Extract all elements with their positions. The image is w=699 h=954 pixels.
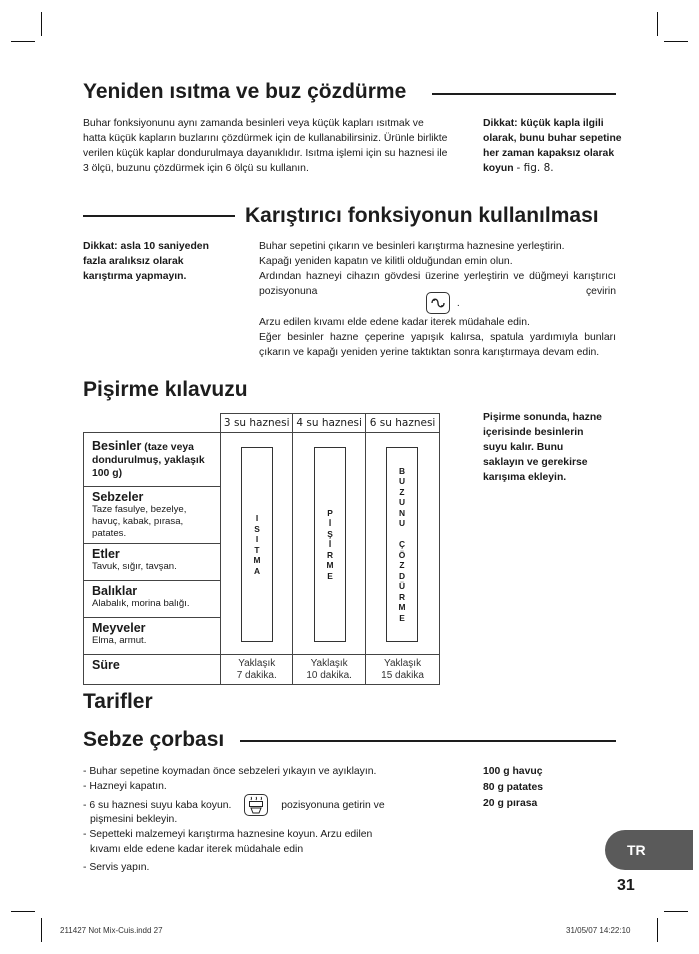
time-cell [366, 655, 440, 685]
crop-mark [664, 41, 688, 42]
vertical-letter [401, 529, 403, 540]
row-title: Süre [92, 658, 120, 672]
heading-recipes: Tarifler [83, 690, 153, 713]
row-label [84, 544, 221, 581]
mixer-step: Ardından hazneyi cihazın gövdesi üzerine yerleştirin ve düğmeyi karıştırıcı pozisyonuna çevirin [259, 271, 616, 297]
mixer-note: Dikkat: asla 10 saniyeden fazla aralıksız olarak karıştırma yapmayın. [83, 241, 209, 282]
reheat-note-text: Dikkat: küçük kapla ilgili olarak, bunu buhar sepetine her zaman kapaksız olarak koyun [483, 118, 622, 174]
vertical-label [399, 466, 406, 624]
ingredient: 80 g patates [483, 782, 544, 793]
vertical-letter: U [398, 497, 406, 508]
vertical-letter: Z [399, 560, 405, 571]
steam-icon [244, 794, 268, 816]
vertical-letter: P [327, 507, 333, 518]
crop-mark [664, 911, 688, 912]
vertical-letter: U [398, 476, 406, 487]
vertical-letter: R [326, 549, 334, 560]
row-title: Meyveler [92, 621, 146, 635]
crop-mark [11, 41, 35, 42]
ingredients-list [483, 764, 603, 812]
recipe-step: - Servis yapın. [83, 862, 150, 873]
vertical-letter: Ş [327, 528, 333, 539]
time-line: Yaklaşık [238, 657, 276, 669]
row-title-suffix: (taze veya dondurulmuş, yaklaşık 100 g) [92, 442, 205, 479]
row-subtitle: Elma, armut. [92, 635, 147, 646]
vertical-label [327, 508, 334, 582]
recipe-step-text: - 6 su haznesi suyu kaba koyun. [83, 799, 232, 811]
crop-mark [657, 918, 658, 942]
recipe-step: pişmesini bekleyin. [90, 814, 178, 825]
row-label [84, 433, 221, 487]
vertical-letter: M [326, 560, 334, 571]
vertical-letter: I [255, 513, 259, 523]
recipe-step: kıvamı elde edene kadar iterek müdahale edin [90, 844, 304, 855]
heading-cooking-guide: Pişirme kılavuzu [83, 378, 248, 401]
mixer-step-period: . [456, 298, 460, 309]
table-header-row [84, 414, 440, 433]
time-line: Yaklaşık [310, 657, 348, 669]
reheat-paragraph: Buhar fonksiyonunu aynı zamanda besinleri veya küçük kapları ısıtmak ve hatta küçük kapların buzlarını çözdürmek için de kullanabilirsiniz. Ürünle birlikte verilen küçük kaplar dondurulmaya dayanıklıdır. Isıtma işlemi için su haznesi ile 3 ölçü, buzunu çözdürmek için 6 ölçü su kullanın. [83, 118, 448, 174]
mixer-step: Eğer besinler hazne çeperine yapışık kalırsa, spatula yardımıyla bunları çıkarın ve kapağı yeniden yerine taktıktan sonra karıştırmaya devam edin. [259, 332, 616, 358]
time-cell [293, 655, 366, 685]
vertical-letter: U [398, 518, 406, 529]
vertical-letter: İ [328, 518, 332, 529]
vertical-letter: Ö [398, 549, 406, 560]
mixer-step: Kapağı yeniden kapatın ve kilitli olduğundan emin olun. [259, 256, 513, 267]
column-header: 4 su haznesi [293, 414, 366, 433]
heading-rule [83, 215, 235, 217]
vertical-letter: E [399, 612, 405, 623]
row-label [84, 655, 221, 685]
vertical-letter: M [398, 602, 406, 613]
recipe-step: - Buhar sepetine koymadan önce sebzeleri yıkayın ve ayıklayın. [83, 766, 377, 777]
recipe-step-text: pozisyonuna getirin ve [281, 799, 385, 811]
recipe-step [83, 794, 453, 812]
recipe-steps [83, 764, 453, 875]
vertical-letter: S [254, 523, 260, 534]
row-title: Sebzeler [92, 490, 144, 504]
crop-mark [41, 12, 42, 36]
heading-reheat-defrost: Yeniden ısıtma ve buz çözdürme [83, 80, 407, 103]
time-line: 10 dakika. [306, 669, 352, 681]
reheat-note [483, 116, 623, 176]
page-number: 31 [617, 877, 635, 894]
table-corner [84, 414, 221, 433]
vertical-letter: M [253, 555, 261, 565]
row-subtitle: Alabalık, morina balığı. [92, 598, 190, 609]
crop-mark [657, 12, 658, 36]
mixer-instructions [259, 239, 616, 360]
vertical-letter: I [255, 534, 259, 544]
row-subtitle: Tavuk, sığır, tavşan. [92, 561, 177, 572]
ingredient: 100 g havuç [483, 766, 543, 777]
fig-reference: - fig. 8. [516, 162, 554, 174]
heading-rule [240, 740, 616, 742]
footer-timestamp: 31/05/07 14:22:10 [566, 926, 631, 935]
heading-vegetable-soup: Sebze çorbası [83, 728, 225, 751]
vertical-letter: E [327, 570, 333, 581]
defrost-vertical-box [386, 447, 418, 642]
mixer-step: Buhar sepetini çıkarın ve besinleri karıştırma haznesine yerleştirin. [259, 241, 565, 252]
mixer-step: Arzu edilen kıvamı elde edene kadar iterek müdahale edin. [259, 317, 530, 328]
vertical-letter: B [398, 465, 406, 476]
row-label [84, 581, 221, 618]
heading-rule [432, 93, 616, 95]
crop-mark [11, 911, 35, 912]
column-header: 6 su haznesi [366, 414, 440, 433]
time-cell [221, 655, 293, 685]
time-line: 15 dakika [381, 669, 424, 681]
time-line: Yaklaşık [384, 657, 422, 669]
cooking-note: Pişirme sonunda, hazne içerisinde besinlerin suyu kalır. Bunu saklayın ve gerekirse karışıma ekleyin. [483, 412, 602, 483]
recipe-step: - Sepetteki malzemeyi karıştırma haznesine koyun. Arzu edilen [83, 829, 373, 840]
vertical-letter: N [398, 507, 406, 518]
time-line: 7 dakika. [236, 669, 277, 681]
reheat-vertical-box [241, 447, 273, 642]
vertical-letter: Ü [398, 581, 406, 592]
row-title: Besinler [92, 439, 142, 453]
heading-mixer-function: Karıştırıcı fonksiyonun kullanılması [245, 204, 599, 227]
row-subtitle: Taze fasulye, bezelye, havuç, kabak, pırasa, patates. [92, 504, 187, 539]
column-header: 3 su haznesi [221, 414, 293, 433]
footer-file-info: 211427 Not Mix-Cuis.indd 27 [60, 926, 163, 935]
row-label [84, 618, 221, 655]
mixer-icon [426, 292, 450, 314]
vertical-letter: İ [328, 539, 332, 550]
vertical-letter: R [398, 591, 406, 602]
row-label [84, 487, 221, 544]
crop-mark [41, 918, 42, 942]
ingredient: 20 g pırasa [483, 798, 538, 809]
row-title: Etler [92, 547, 120, 561]
vertical-letter: Ç [398, 539, 406, 550]
vertical-letter: D [398, 570, 406, 581]
vertical-letter: A [253, 565, 261, 576]
table-row [84, 655, 440, 685]
vertical-letter: T [254, 544, 260, 555]
recipe-step: - Hazneyi kapatın. [83, 781, 167, 792]
row-title: Balıklar [92, 584, 138, 598]
language-badge: TR [605, 830, 693, 870]
vertical-letter: Z [399, 486, 405, 497]
cook-vertical-box [314, 447, 346, 642]
vertical-label [254, 513, 261, 576]
